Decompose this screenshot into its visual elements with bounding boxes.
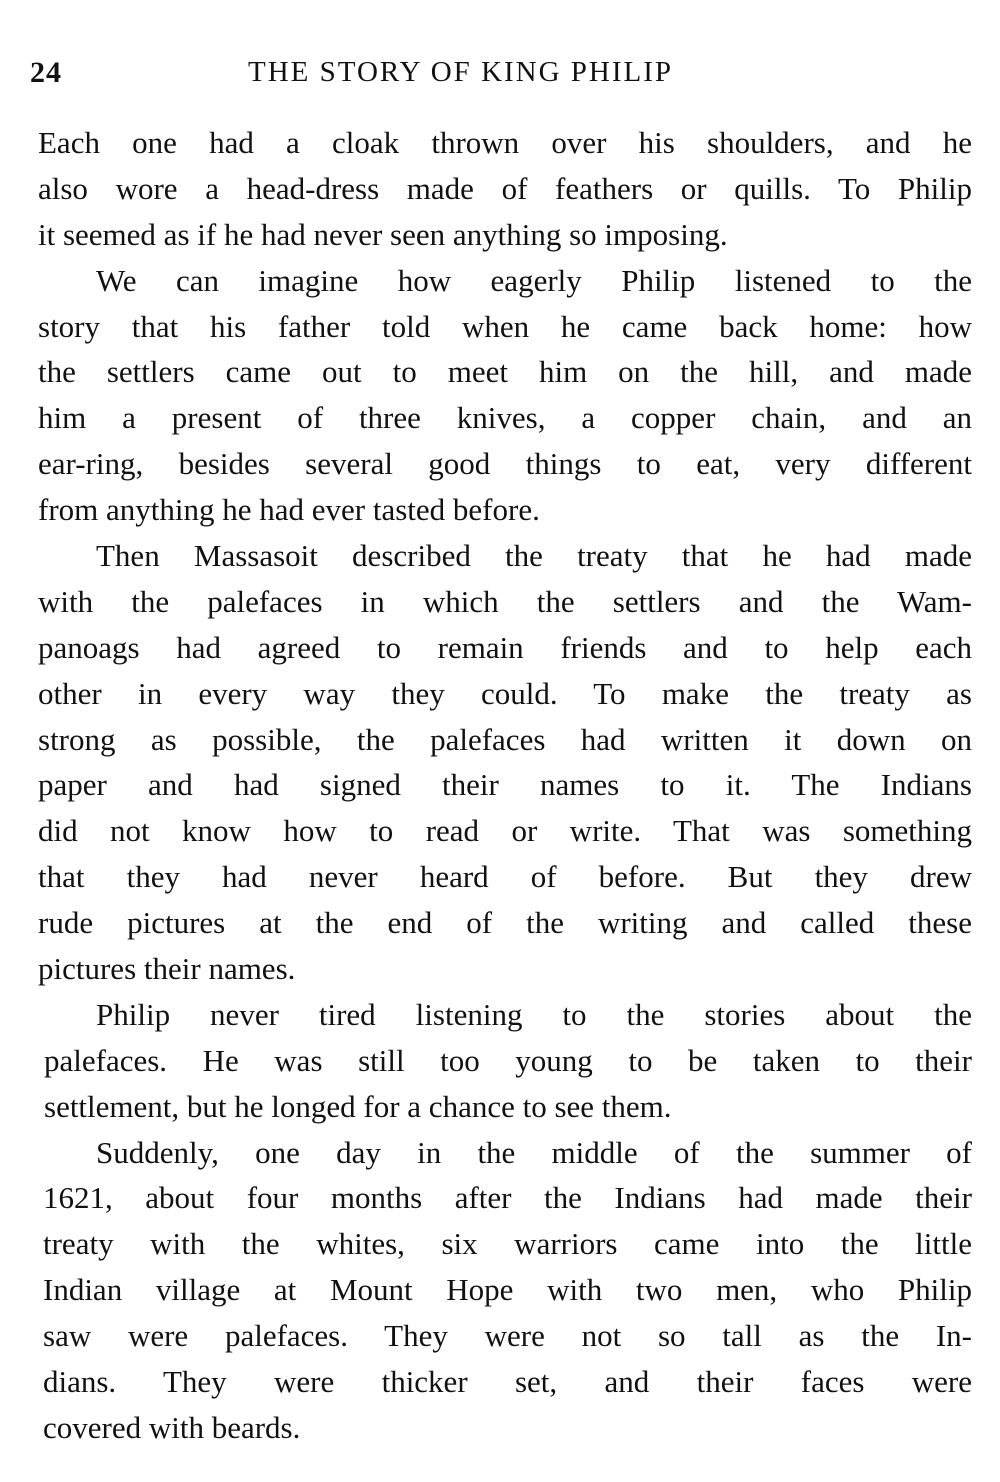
text-line: We can imagine how eagerly Philip listened to the bbox=[96, 262, 972, 298]
text-line: paper and had signed their names to it. The Indians bbox=[38, 767, 972, 803]
page-header bbox=[0, 56, 1000, 96]
text-line: dians. They were thicker set, and their faces were bbox=[43, 1364, 972, 1400]
text-line: him a present of three knives, a copper chain, and an bbox=[38, 400, 972, 436]
text-line: settlement, but he longed for a chance to see them. bbox=[44, 1088, 672, 1124]
text-line: story that his father told when he came back home: how bbox=[38, 308, 972, 344]
text-line: Each one had a cloak thrown over his shoulders, and he bbox=[38, 125, 972, 160]
paragraph bbox=[38, 1130, 972, 1451]
text-line: other in every way they could. To make the treaty as bbox=[38, 675, 972, 711]
text-line: saw were palefaces. They were not so tall as the In- bbox=[43, 1318, 972, 1354]
paragraph bbox=[38, 258, 972, 533]
text-line: with the palefaces in which the settlers and the Wam- bbox=[38, 583, 972, 619]
paragraph bbox=[38, 533, 972, 992]
text-line: Indian village at Mount Hope with two men, who Philip bbox=[43, 1272, 972, 1308]
text-line: Then Massasoit described the treaty that he had made bbox=[96, 538, 972, 574]
text-line: panoags had agreed to remain friends and to help each bbox=[38, 629, 972, 665]
text-line: Philip never tired listening to the stories about the bbox=[96, 996, 972, 1032]
text-line: covered with beards. bbox=[43, 1409, 301, 1445]
paragraph bbox=[38, 992, 972, 1130]
page-number: 24 bbox=[30, 56, 62, 89]
text-line: treaty with the whites, six warriors came into the little bbox=[43, 1226, 972, 1262]
text-line: ear-ring, besides several good things to eat, very different bbox=[38, 446, 972, 482]
body-text bbox=[38, 120, 972, 1451]
text-line: 1621, about four months after the Indians had made their bbox=[43, 1180, 972, 1216]
text-line: pictures their names. bbox=[38, 951, 296, 987]
text-line: Suddenly, one day in the middle of the summer of bbox=[96, 1134, 972, 1170]
text-line: it seemed as if he had never seen anything so imposing. bbox=[38, 216, 728, 252]
running-title: THE STORY OF KING PHILIP bbox=[248, 56, 674, 88]
text-line: strong as possible, the palefaces had written it down on bbox=[38, 721, 972, 757]
text-line: that they had never heard of before. But they drew bbox=[38, 859, 972, 895]
text-line: also wore a head-dress made of feathers or quills. To Philip bbox=[38, 170, 972, 206]
text-line: palefaces. He was still too young to be taken to their bbox=[44, 1042, 972, 1078]
text-line: did not know how to read or write. That was something bbox=[38, 813, 972, 849]
paragraph bbox=[38, 120, 972, 258]
text-line: rude pictures at the end of the writing and called these bbox=[38, 905, 972, 941]
text-line: the settlers came out to meet him on the hill, and made bbox=[38, 354, 972, 390]
text-line: from anything he had ever tasted before. bbox=[38, 492, 540, 528]
